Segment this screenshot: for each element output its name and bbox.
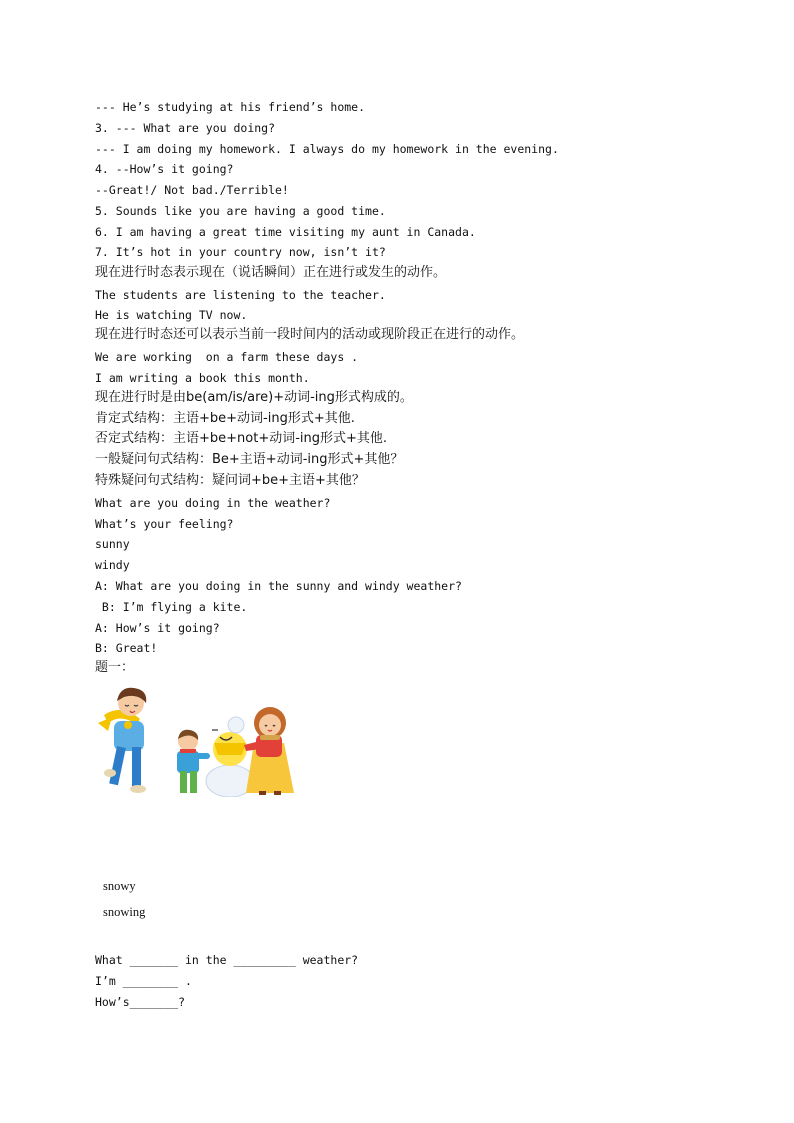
text-line: The students are listening to the teacher. [95,288,386,302]
chinese-text-line: 肯定式结构：主语+be+动词-ing形式+其他. [95,411,355,426]
text-line: 4. --How’s it going? [95,162,234,176]
text-line: 5. Sounds like you are having a good time. [95,204,386,218]
text-line: --- I am doing my homework. I always do my homework in the evening. [95,142,559,156]
text-line: 6. I am having a great time visiting my aunt in Canada. [95,225,476,239]
text-line: A: What are you doing in the sunny and windy weather? [95,579,462,593]
fill-in-line: How’s_______? [95,995,186,1009]
snowman-figure [206,717,254,797]
text-line: We are working on a farm these days . [95,350,359,364]
text-line: --- He’s studying at his friend’s home. [95,100,366,114]
text-line: What’s your feeling? [95,517,234,531]
text-line: A: How’s it going? [95,621,220,635]
text-line: --Great!/ Not bad./Terrible! [95,183,289,197]
fill-in-line: I’m ________ . [95,974,192,988]
text-line: B: I’m flying a kite. [95,600,248,614]
chinese-text-line: 一般疑问句式结构：Be+主语+动词-ing形式+其他？ [95,452,404,467]
boy-figure [177,730,210,793]
text-line: 3. --- What are you doing? [95,121,276,135]
fill-in-line: What _______ in the _________ weather? [95,953,359,967]
text-line: sunny [95,537,130,551]
text-line: He is watching TV now. [95,308,248,322]
chinese-text-line: 特殊疑问句式结构：疑问词+be+主语+其他？ [95,473,365,488]
chinese-text-line: 否定式结构：主语+be+not+动词-ing形式+其他. [95,431,388,446]
chinese-text-line: 现在进行时态表示现在（说话瞬间）正在进行或发生的动作。 [95,265,447,280]
chinese-text-line: 现在进行时态还可以表示当前一段时间内的活动或现阶段正在进行的动作。 [95,327,525,342]
vocab-word: snowing [103,905,146,919]
vocab-word: snowy [103,879,136,893]
mother-figure [244,707,294,795]
text-line: windy [95,558,130,572]
chinese-text-line: 现在进行时是由be(am/is/are)+动词-ing形式构成的。 [95,390,413,405]
father-figure [98,688,146,793]
text-line: What are you doing in the weather? [95,496,331,510]
text-line: 7. It’s hot in your country now, isn’t it? [95,245,386,259]
chinese-text-line: 题一： [95,660,135,675]
text-line: I am writing a book this month. [95,371,310,385]
family-snowman-illustration [94,683,300,797]
text-line: B: Great! [95,641,158,655]
